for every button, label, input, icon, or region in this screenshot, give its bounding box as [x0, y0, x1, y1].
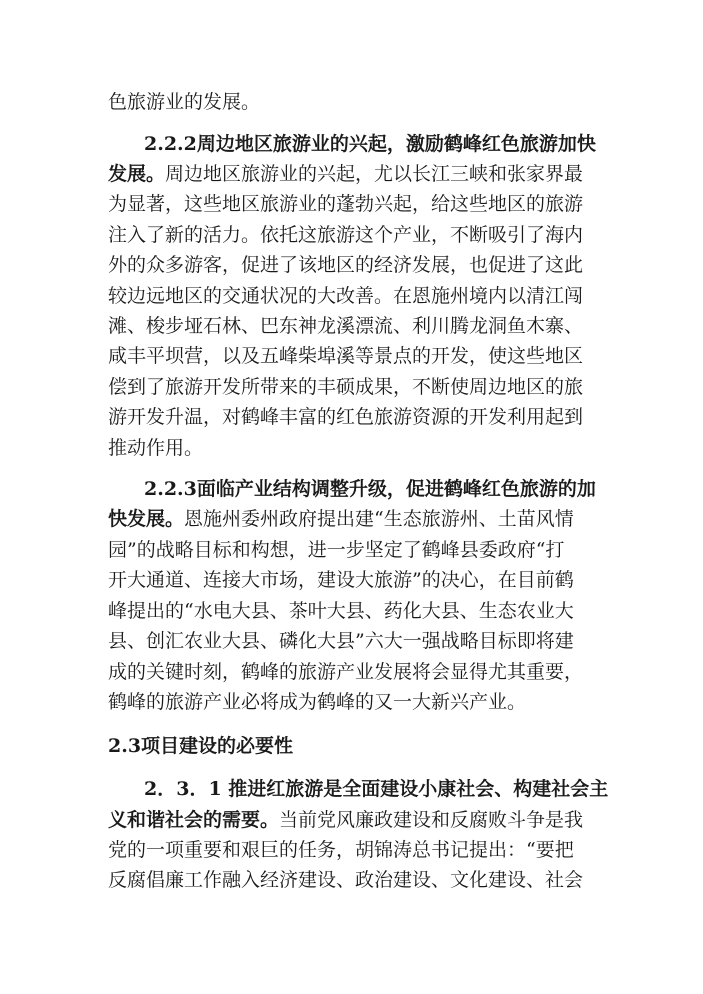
line-text: 较边远地区的交通状况的大改善。在恩施州境内以清江闯: [108, 285, 584, 307]
text-line: [108, 507, 574, 531]
text-line: [108, 538, 564, 562]
line-text: 当前党风廉政建设和反腐败斗争是我: [279, 809, 584, 831]
text-line: [108, 314, 583, 338]
line-text: 周边地区旅游业的兴起，尤以长江三峡和张家界最: [165, 163, 584, 185]
text-line: [144, 777, 608, 801]
text-line: [108, 192, 583, 216]
text-line: [108, 808, 583, 832]
text-line: [108, 599, 574, 623]
text-line: [108, 436, 203, 460]
line-text: 游开发升温，对鹤峰丰富的红色旅游资源的开发利用起到: [108, 406, 584, 428]
section-heading: 发展。: [108, 163, 166, 185]
line-text: 注入了新的活力。依托这旅游这个产业，不断吸引了海内: [108, 224, 584, 246]
line-text: 为显著，这些地区旅游业的蓬勃兴起，给这些地区的旅游: [108, 193, 584, 215]
section-heading: 2．3．1 推进红旅游是全面建设小康社会、构建社会主: [144, 778, 609, 800]
text-line: [108, 90, 260, 114]
section-heading: 义和谐社会的需要。: [108, 809, 280, 831]
text-line: [144, 477, 596, 501]
text-line: [108, 629, 574, 653]
line-text: 党的一项重要和艰巨的任务，胡锦涛总书记提出：“要把: [108, 839, 574, 861]
line-text: 色旅游业的发展。: [108, 91, 261, 113]
text-line: [108, 253, 583, 277]
line-text: 恩施州委州政府提出建“生态旅游州、土苗风情: [184, 508, 574, 530]
section-heading: 快发展。: [108, 508, 185, 530]
text-line: [108, 405, 583, 429]
line-text: 成的关键时刻，鹤峰的旅游产业发展将会显得尤其重要，: [108, 661, 584, 683]
line-text: 峰提出的“水电大县、茶叶大县、药化大县、生态农业大: [108, 600, 574, 622]
line-text: 县、创汇农业大县、磷化大县”六大一强战略目标即将建: [108, 630, 574, 652]
section-heading: 2.2.2周边地区旅游业的兴起，激励鹤峰红色旅游加快: [144, 133, 596, 155]
line-text: 偿到了旅游开发所带来的丰硕成果，不断使周边地区的旅: [108, 376, 584, 398]
text-line: [108, 568, 574, 592]
line-text: 反腐倡廉工作融入经济建设、政治建设、文化建设、社会: [108, 869, 584, 891]
text-line: [108, 375, 583, 399]
text-line: [108, 223, 583, 247]
text-line: [108, 868, 583, 892]
line-text: 园”的战略目标和构想，进一步坚定了鹤峰县委政府“打: [108, 539, 565, 561]
line-text: 咸丰平坝营，以及五峰柴埠溪等景点的开发，使这些地区: [108, 345, 584, 367]
text-line: [108, 690, 526, 714]
section-heading: 2.2.3面临产业结构调整升级，促进鹤峰红色旅游的加: [144, 478, 596, 500]
text-line: [108, 660, 583, 684]
line-text: 推动作用。: [108, 437, 204, 459]
line-text: 鹤峰的旅游产业必将成为鹤峰的又一大新兴产业。: [108, 691, 527, 713]
text-line: [108, 284, 583, 308]
line-text: 外的众多游客，促进了该地区的经济发展，也促进了这此: [108, 254, 584, 276]
text-line: [108, 838, 574, 862]
text-line: [108, 162, 583, 186]
line-text: 开大通道、连接大市场，建设大旅游”的决心，在目前鹤: [108, 569, 574, 591]
section-heading: 2.3项目建设的必要性: [108, 735, 294, 757]
line-text: 滩、梭步垭石林、巴东神龙溪漂流、利川腾龙洞鱼木寨、: [108, 315, 584, 337]
text-line: [144, 132, 596, 156]
text-line: [108, 734, 293, 758]
text-line: [108, 344, 583, 368]
